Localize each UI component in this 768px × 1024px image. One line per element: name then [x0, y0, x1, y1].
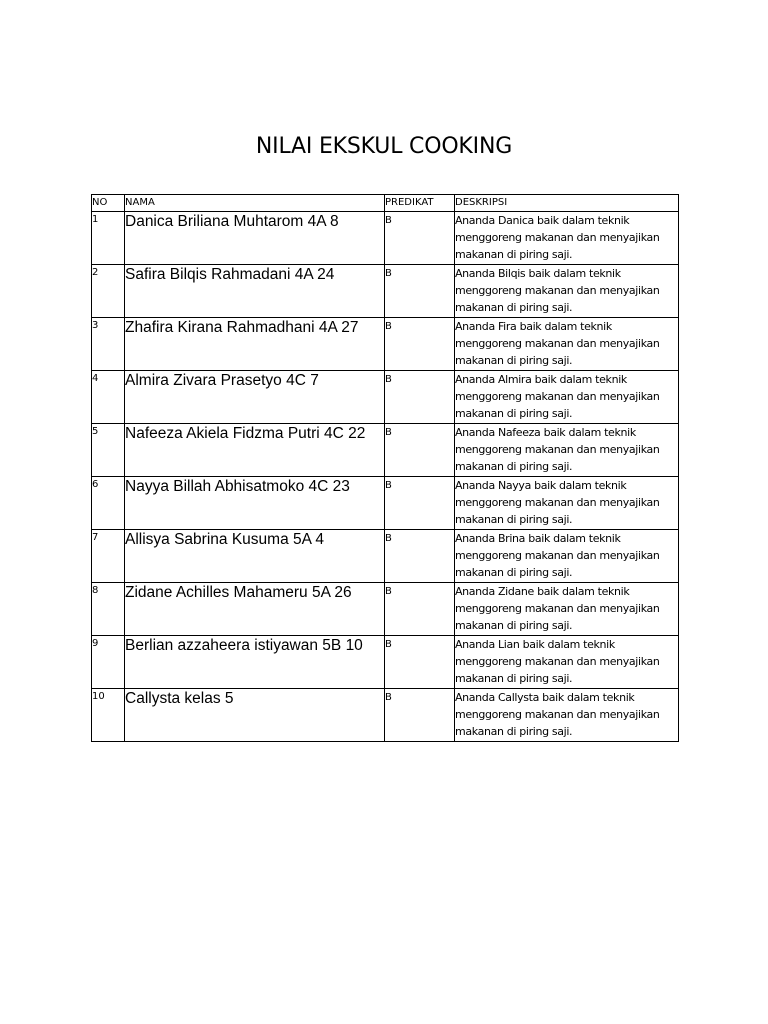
- row-deskripsi: Ananda Zidane baik dalam teknik menggoreng makanan dan menyajikan makanan di piring saji.: [455, 583, 679, 636]
- row-deskripsi: Ananda Danica baik dalam teknik menggoreng makanan dan menyajikan makanan di piring saji.: [455, 212, 679, 265]
- row-predikat: B: [385, 212, 455, 265]
- row-predikat: B: [385, 265, 455, 318]
- row-nama: Zidane Achilles Mahameru 5A 26: [125, 583, 385, 636]
- table-row: [92, 318, 679, 371]
- row-nama: Safira Bilqis Rahmadani 4A 24: [125, 265, 385, 318]
- row-no: 10: [92, 689, 125, 742]
- table-row: [92, 212, 679, 265]
- row-predikat: B: [385, 477, 455, 530]
- row-nama: Nafeeza Akiela Fidzma Putri 4C 22: [125, 424, 385, 477]
- row-predikat: B: [385, 583, 455, 636]
- grades-table: [91, 194, 679, 742]
- row-no: 4: [92, 371, 125, 424]
- header-predikat: PREDIKAT: [385, 195, 455, 212]
- row-deskripsi: Ananda Almira baik dalam teknik menggoreng makanan dan menyajikan makanan di piring saji.: [455, 371, 679, 424]
- row-nama: Callysta kelas 5: [125, 689, 385, 742]
- table-row: [92, 477, 679, 530]
- table-header-row: [92, 195, 679, 212]
- header-deskripsi: DESKRIPSI: [455, 195, 679, 212]
- row-no: 2: [92, 265, 125, 318]
- row-deskripsi: Ananda Fira baik dalam teknik menggoreng makanan dan menyajikan makanan di piring saji.: [455, 318, 679, 371]
- row-deskripsi: Ananda Brina baik dalam teknik menggoreng makanan dan menyajikan makanan di piring saji.: [455, 530, 679, 583]
- row-no: 8: [92, 583, 125, 636]
- row-deskripsi: Ananda Callysta baik dalam teknik menggoreng makanan dan menyajikan makanan di piring saji.: [455, 689, 679, 742]
- row-deskripsi: Ananda Bilqis baik dalam teknik menggoreng makanan dan menyajikan makanan di piring saji.: [455, 265, 679, 318]
- row-predikat: B: [385, 530, 455, 583]
- row-no: 3: [92, 318, 125, 371]
- row-predikat: B: [385, 636, 455, 689]
- row-no: 6: [92, 477, 125, 530]
- table-row: [92, 689, 679, 742]
- row-no: 5: [92, 424, 125, 477]
- row-no: 9: [92, 636, 125, 689]
- table-row: [92, 371, 679, 424]
- row-no: 7: [92, 530, 125, 583]
- row-deskripsi: Ananda Nayya baik dalam teknik menggoreng makanan dan menyajikan makanan di piring saji.: [455, 477, 679, 530]
- table-row: [92, 583, 679, 636]
- row-deskripsi: Ananda Lian baik dalam teknik menggoreng makanan dan menyajikan makanan di piring saji.: [455, 636, 679, 689]
- table-row: [92, 530, 679, 583]
- page-title: NILAI EKSKUL COOKING: [255, 134, 513, 159]
- row-no: 1: [92, 212, 125, 265]
- row-nama: Almira Zivara Prasetyo 4C 7: [125, 371, 385, 424]
- row-nama: Danica Briliana Muhtarom 4A 8: [125, 212, 385, 265]
- row-nama: Allisya Sabrina Kusuma 5A 4: [125, 530, 385, 583]
- row-nama: Nayya Billah Abhisatmoko 4C 23: [125, 477, 385, 530]
- row-predikat: B: [385, 318, 455, 371]
- header-no: NO: [92, 195, 125, 212]
- row-predikat: B: [385, 424, 455, 477]
- row-predikat: B: [385, 371, 455, 424]
- header-nama: NAMA: [125, 195, 385, 212]
- table-row: [92, 636, 679, 689]
- table-row: [92, 424, 679, 477]
- row-nama: Berlian azzaheera istiyawan 5B 10: [125, 636, 385, 689]
- row-predikat: B: [385, 689, 455, 742]
- row-deskripsi: Ananda Nafeeza baik dalam teknik menggoreng makanan dan menyajikan makanan di piring saji.: [455, 424, 679, 477]
- row-nama: Zhafira Kirana Rahmadhani 4A 27: [125, 318, 385, 371]
- table-row: [92, 265, 679, 318]
